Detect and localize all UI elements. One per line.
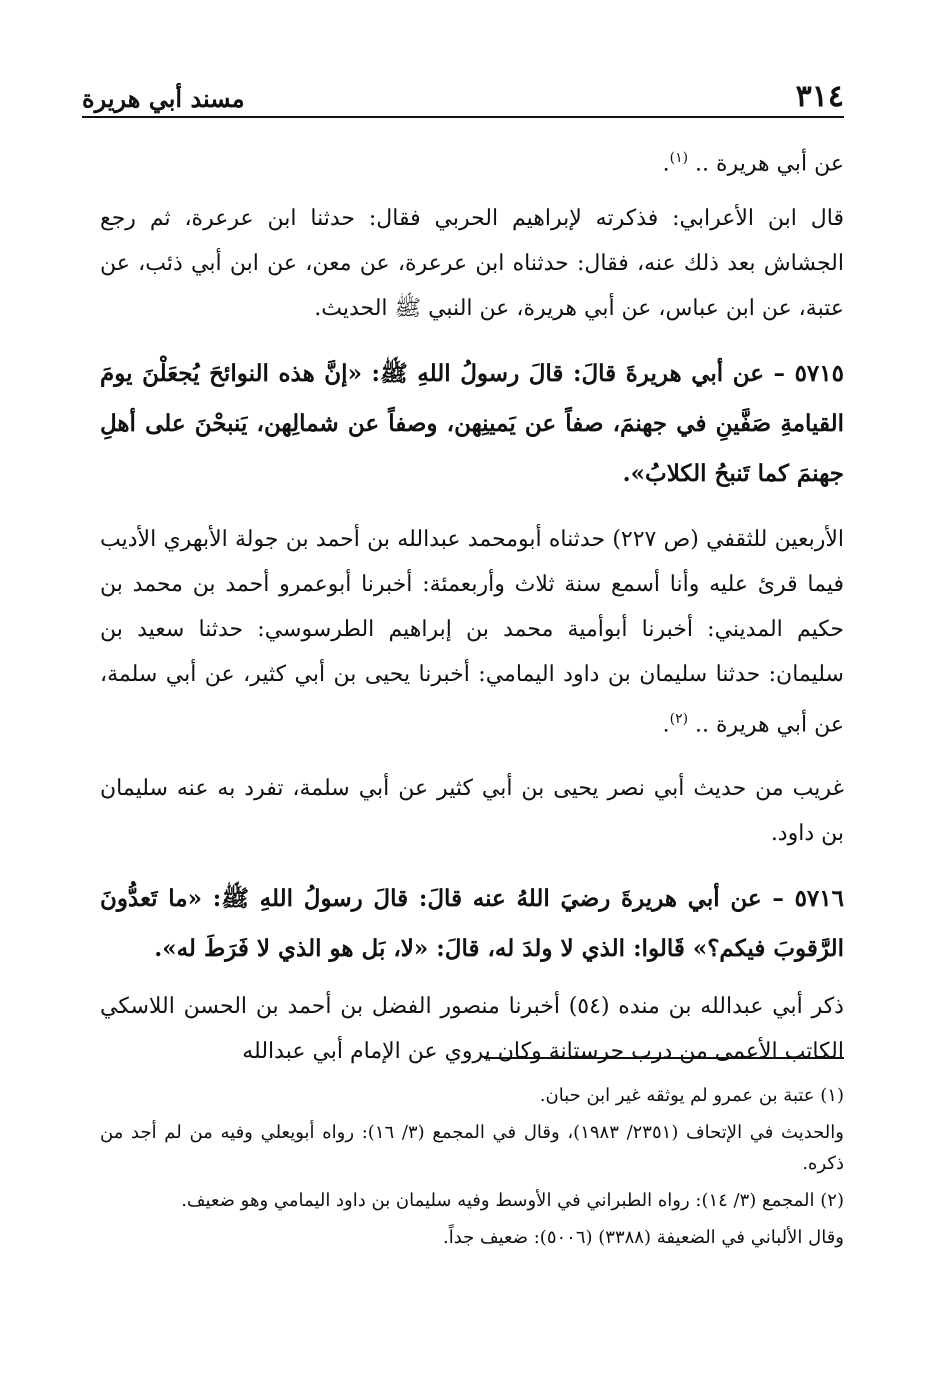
paragraph-isnad-thaqafi — [100, 517, 844, 747]
paragraph-text: الأربعين للثقفي (ص ٢٢٧) حدثناه أبومحمد عبدالله بن أحمد بن جولة الأبهري الأديب فيما قرئ عليه وأنا أسمع سنة ثلاث وأربعمئة: أخبرنا أبوعمرو أحمد بن محمد بن حكيم المديني: أخبرنا أبوأمية محمد بن إبراهيم الطرسوسي: حدثنا سعيد بن سليمان: حدثنا سليمان بن داود اليمامي: أخبرنا يحيى بن أبي كثير، عن أبي سلمة، عن أبي هريرة .. — [100, 527, 844, 738]
paragraph-gharib: غريب من حديث أبي نصر يحيى بن أبي كثير عن أبي سلمة، تفرد به عنه سليمان بن داود. — [100, 775, 844, 846]
footnote-ref-1: (١) — [669, 150, 689, 166]
footnote-2-continuation: وقال الألباني في الضعيفة (٣٣٨٨) (٥٠٠٦): ضعيف جداً. — [442, 1227, 844, 1248]
main-text — [100, 136, 844, 1092]
footnote-1-continuation: والحديث في الإتحاف (٢٣٥١/ ١٩٨٣)، وقال في المجمع (٣/ ١٦): رواه أبويعلي وفيه من لم أجد من ذكره. — [100, 1122, 844, 1174]
paragraph-text: عن أبي هريرة .. — [688, 151, 844, 177]
end-mark: . — [662, 712, 670, 738]
footnote-1: (١) عتبة بن عمرو لم يوثقه غير ابن حبان. — [539, 1085, 844, 1106]
hadith-5716: ٥٧١٦ – عن أبي هريرةَ رضيَ اللهُ عنه قالَ: قالَ رسولُ اللهِ ﷺ: «ما تَعدُّونَ الرَّقوبَ فيكم؟» قَالوا: الذي لا ولدَ له، قالَ: «لا، بَل هو الذي لا فَرَطَ له». — [100, 884, 844, 962]
paragraph-continuation — [100, 136, 844, 186]
hadith-5715: ٥٧١٥ – عن أبي هريرةَ قالَ: قالَ رسولُ اللهِ ﷺ: «إنَّ هذه النوائحَ يُجعَلْنَ يومَ القيامةِ صَفَّينِ في جهنمَ، صفاً عن يَمينِهن، وصفاً عن شمالِهن، يَنبحْنَ على أهلِ جهنمَ كما تَنبحُ الكلابُ». — [100, 360, 844, 488]
end-mark: . — [662, 151, 670, 177]
footnote-ref-2: (٢) — [669, 711, 689, 728]
footnote-divider — [484, 1057, 844, 1059]
page-number: ٣١٤ — [795, 79, 844, 114]
paragraph-ibn-mandah: ذكر أبي عبدالله بن منده (٥٤) أخبرنا منصور الفضل بن أحمد بن الحسن اللاسكي الكاتب الأعمى من درب حرستانة وكان يروي عن الإمام أبي عبدالله — [100, 993, 844, 1064]
page-header — [82, 72, 844, 118]
running-title: مسند أبي هريرة — [82, 84, 245, 113]
paragraph-ibn-alarabi: قال ابن الأعرابي: فذكرته لإبراهيم الحربي فقال: حدثنا ابن عرعرة، ثم رجع الجشاش بعد ذلك عنه، فقال: حدثناه ابن عرعرة، عن معن، عن ابن أبي ذئب، عن عتبة، عن ابن عباس، عن أبي هريرة، عن النبي ﷺ الحديث. — [100, 206, 844, 322]
footnote-2: (٢) المجمع (٣/ ١٤): رواه الطبراني في الأوسط وفيه سليمان بن داود اليمامي وهو ضعيف. — [181, 1190, 844, 1211]
footnotes — [100, 1080, 844, 1259]
